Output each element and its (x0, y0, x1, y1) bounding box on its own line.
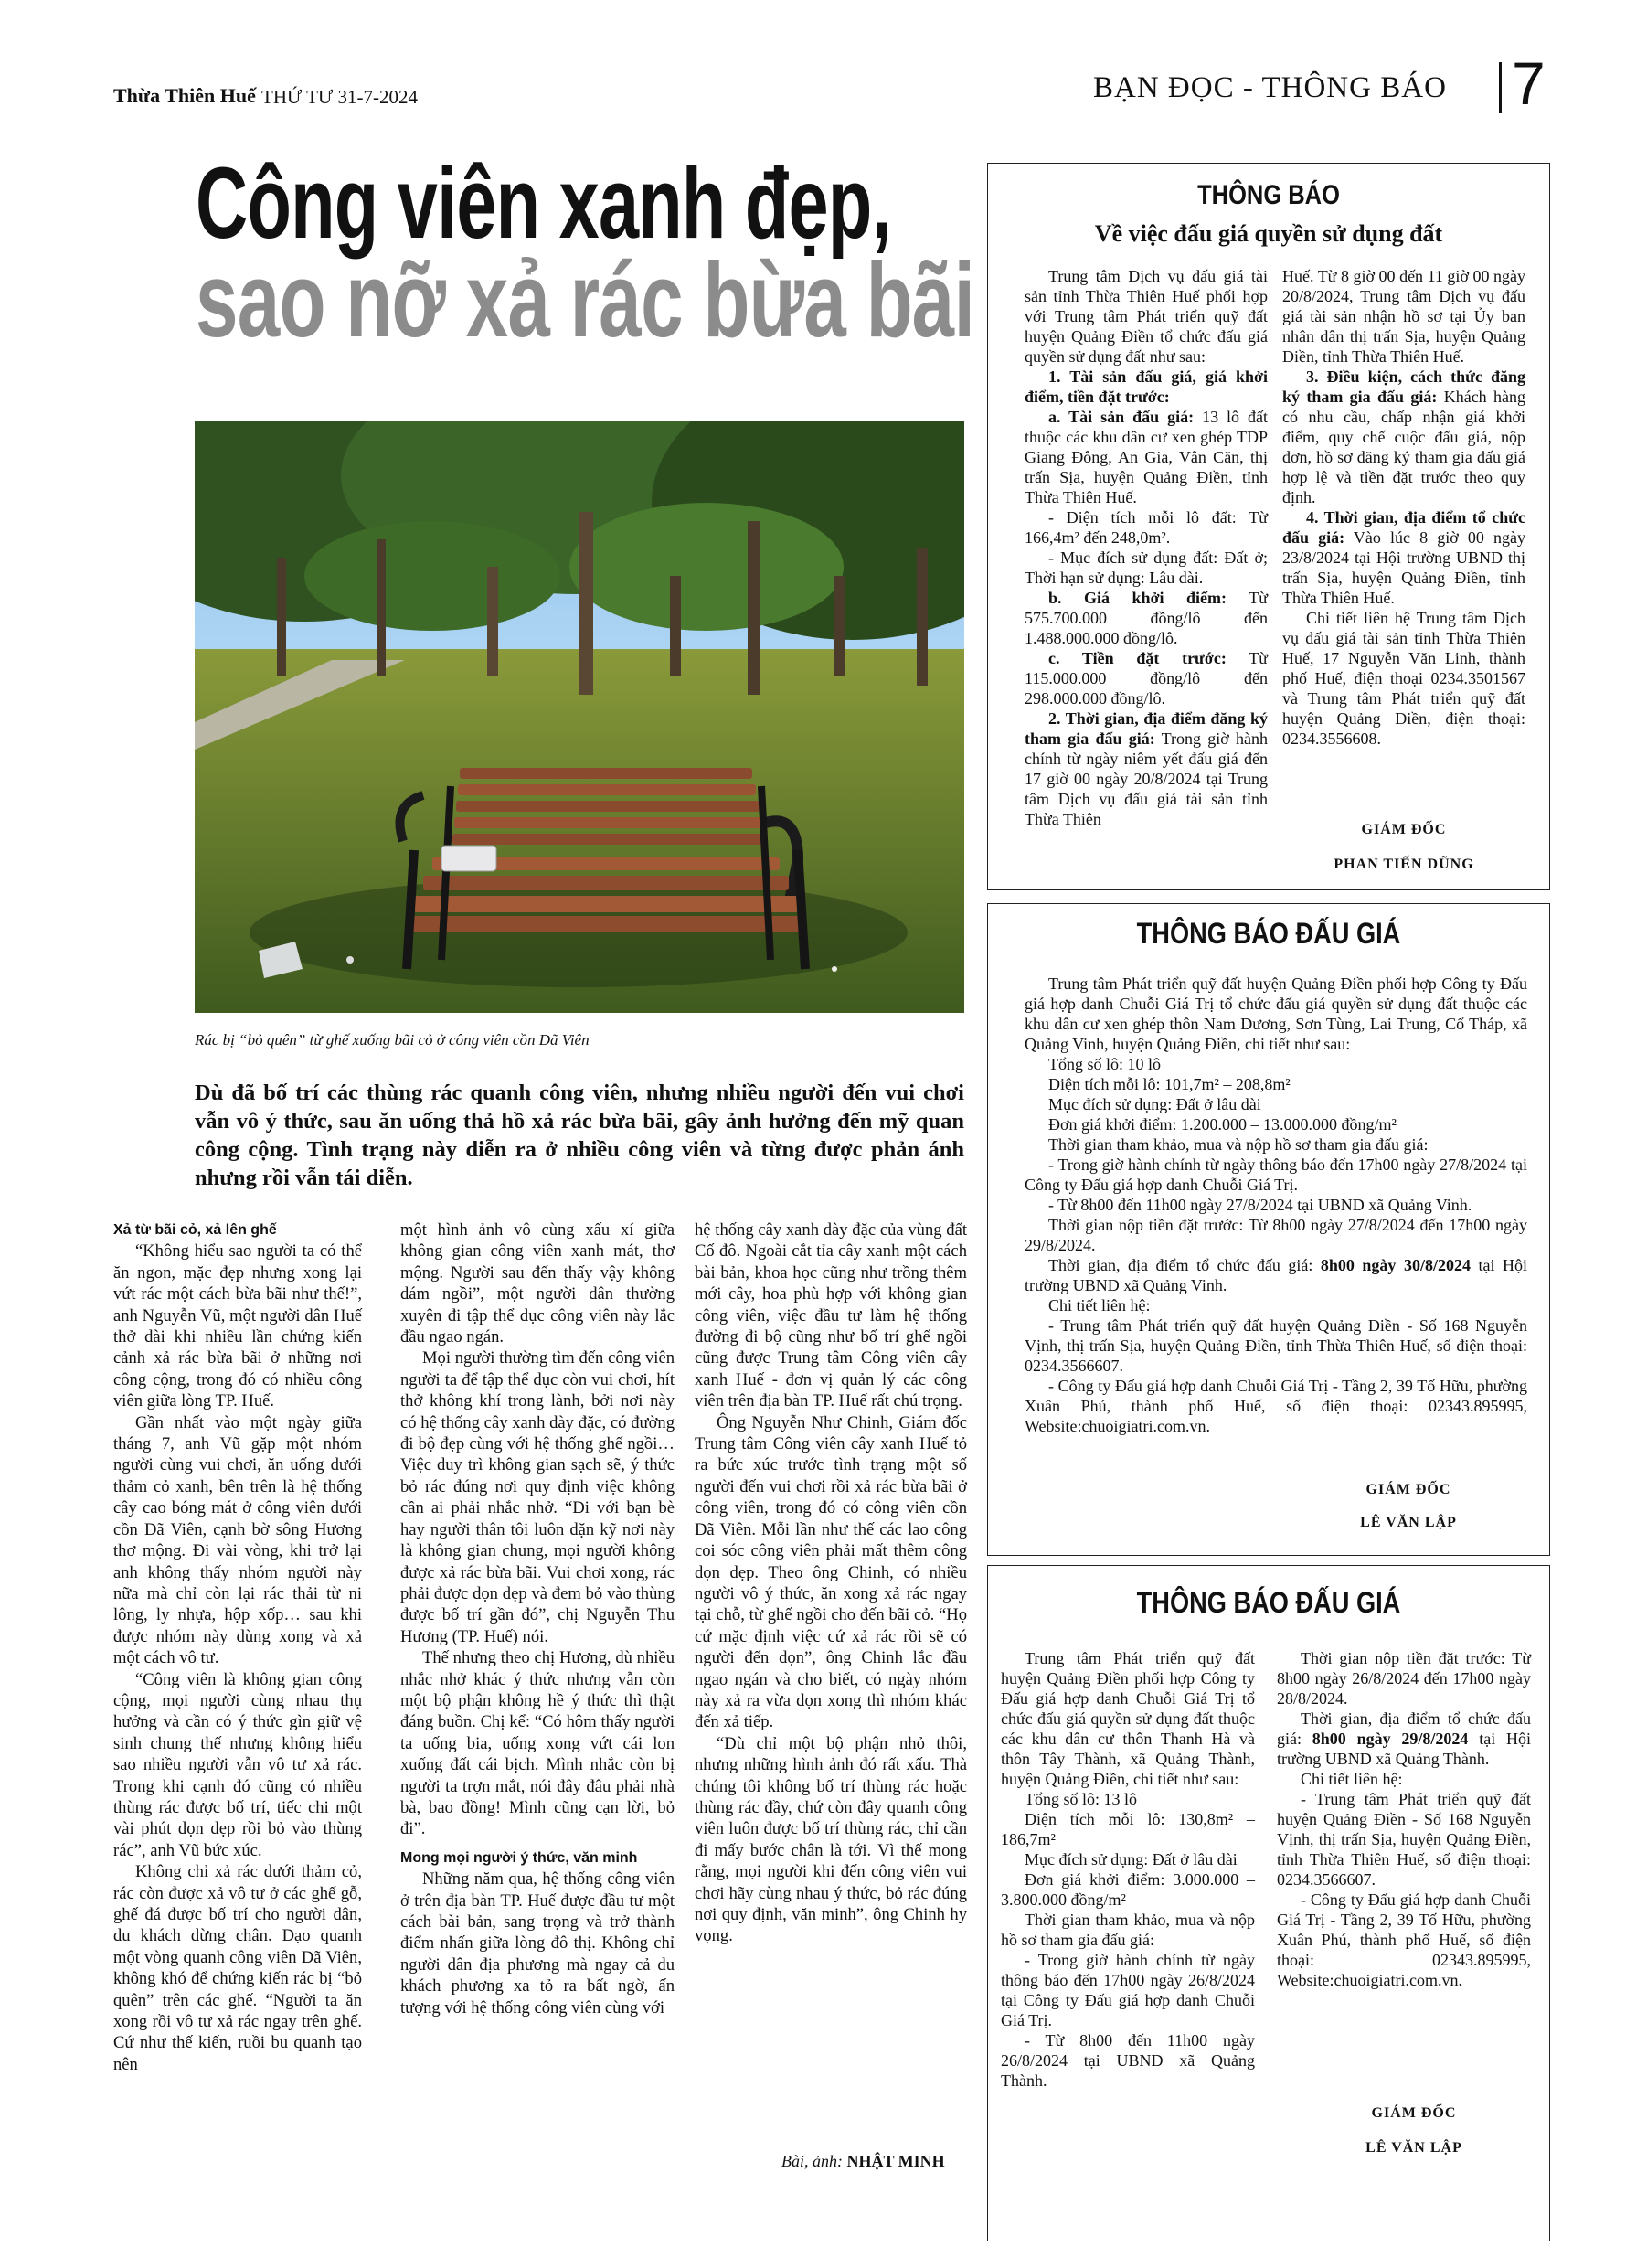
notice-paragraph: - Mục đích sử dụng đất: Đất ở; Thời hạn sử dụng: Lâu dài. (1025, 548, 1268, 587)
notice-paragraph: Trung tâm Dịch vụ đấu giá tài sản tỉnh Thừa Thiên Huế phối hợp với Trung tâm Phát triển quỹ đất huyện Quảng Điền tổ chức đấu giá quyền sử dụng đất như sau: (1025, 267, 1268, 366)
notice-paragraph: 2. Thời gian, địa điểm đăng ký tham gia đấu giá: Trong giờ hành chính từ ngày niêm yết đấu giá đến 17 giờ 00 ngày 20/8/2024 tại Trung tâm Dịch vụ đấu giá tài sản tỉnh Thừa Thiên (1025, 709, 1268, 828)
notice-paragraph: a. Tài sản đấu giá: 13 lô đất thuộc các khu dân cư xen ghép TDP Giang Đông, An Gia, Vân Căn, thị trấn Sịa, huyện Quảng Điền, tỉnh Thừa Thiên Huế. (1025, 408, 1268, 506)
byline (781, 2152, 945, 2171)
issue-date: THỨ TƯ 31-7-2024 (261, 86, 419, 108)
notice-paragraph: 1. Tài sản đấu giá, giá khởi điểm, tiền đặt trước: (1025, 367, 1268, 406)
byline-author: NHẬT MINH (846, 2152, 945, 2170)
notice-body (1025, 974, 1527, 1436)
notice-paragraph: Tổng số lô: 13 lô (1025, 1790, 1138, 1808)
notice-paragraph: Tổng số lô: 10 lô (1048, 1055, 1162, 1073)
notice-column-left (1025, 266, 1268, 829)
subheading: Mong mọi người ý thức, văn minh (400, 1849, 638, 1866)
notice-paragraph: Diện tích mỗi lô: 101,7m² – 208,8m² (1048, 1075, 1291, 1093)
article-column-2 (400, 1219, 675, 2018)
notice-title: THÔNG BÁO ĐẤU GIÁ (1136, 1586, 1401, 1619)
byline-label: Bài, ảnh: (781, 2152, 843, 2170)
paragraph: Những năm qua, hệ thống công viên ở trên địa bàn TP. Huế được đầu tư một cách bài bản, sang trọng và trở thành điểm nhấn giữa lòng đô thị. Không chỉ người dân địa phương mà ngay cả du khách phương xa tỏ ra bất ngờ, ấn tượng với hệ thống công viên cùng với (400, 1869, 675, 2018)
notice-paragraph: Mục đích sử dụng: Đất ở lâu dài (1048, 1095, 1261, 1113)
paragraph: Không chỉ xả rác dưới thảm cỏ, rác còn được xả vô tư ở các ghế gỗ, ghế đá được bố trí cho người dân, du khách dừng chân. Dạo quanh một vòng quanh công viên Dã Viên, không khó để chứng kiến rác bị “bỏ quên” trên các ghế. “Người ta ăn xong rồi vô tư xả rác ngay trên ghế. Cứ như thế kiến, ruồi bu quanh tạo nên (113, 1862, 362, 2074)
notice-paragraph: Diện tích mỗi lô: 130,8m² – 186,7m² (1001, 1810, 1255, 1848)
paragraph: Thế nhưng theo chị Hương, dù nhiều nhắc nhở khác ý thức nhưng vẫn còn một bộ phận không hề ý thức thì thật đáng buồn. Chị kể: “Có hôm thấy người ta uống bia, uống xong vứt cái lon xuống đất cái bịch. Mình nhắc còn bị người ta trợn mắt, nói đây đâu phải nhà bà, bao đồng! Mình cũng cạn lời, bỏ đi”. (400, 1648, 675, 1839)
notice-title: THÔNG BÁO (1197, 180, 1340, 210)
notice-paragraph: Thời gian nộp tiền đặt trước: Từ 8h00 ngày 27/8/2024 đến 17h00 ngày 29/8/2024. (1025, 1216, 1527, 1254)
notice-paragraph: Mục đích sử dụng: Đất ở lâu dài (1025, 1850, 1238, 1869)
header-divider (1499, 62, 1502, 113)
notice-paragraph: Thời gian nộp tiền đặt trước: Từ 8h00 ngày 26/8/2024 đến 17h00 ngày 28/8/2024. (1277, 1649, 1531, 1708)
notice-paragraph: Trung tâm Phát triển quỹ đất huyện Quảng Điền phối hợp Công ty Đấu giá hợp danh Chuỗi Giá Trị tổ chức đấu giá quyền sử dụng đất thuộc các khu dân cư xen ghép thôn Nam Dương, Sơn Tùng, Lai Trung, Cổ Tháp, xã Quảng Vinh, huyện Quảng Điền, chi tiết như sau: (1025, 974, 1527, 1053)
notice-paragraph: Đơn giá khởi điểm: 3.000.000 – 3.800.000 đồng/m² (1001, 1870, 1255, 1909)
notice-paragraph: Thời gian tham khảo, mua và nộp hồ sơ tham gia đấu giá: (1001, 1911, 1255, 1949)
headline-line-1: Công viên xanh đẹp, (196, 147, 891, 260)
paragraph: Gần nhất vào một ngày giữa tháng 7, anh Vũ gặp một nhóm người cùng vui chơi, ăn uống dưới thảm cỏ xanh, bên trên là hệ thống cây cao bóng mát ở công viên dưới cồn Dã Viên, cạnh bờ sông Hương thơ mộng. Đi vài vòng, khi trở lại anh không thấy nhóm người này nữa mà chỉ còn lại rác thải từ ni lông, ly nhựa, hộp xốp… sau khi được nhóm này dùng xong và xả một cách vô tư. (113, 1412, 362, 1668)
signature-title: GIÁM ĐỐC (1365, 1482, 1451, 1497)
signature-name: LÊ VĂN LẬP (1360, 1515, 1457, 1530)
notice-paragraph: - Trung tâm Phát triển quỹ đất huyện Quảng Điền - Số 168 Nguyễn Vịnh, thị trấn Sịa, huyện Quảng Điền, tỉnh Thừa Thiên Huế, số điện thoại: 0234.3566607. (1025, 1316, 1527, 1375)
land-auction-notice (987, 163, 1550, 890)
article-column-1 (113, 1219, 362, 2075)
notice-paragraph: Thời gian, địa điểm tổ chức đấu giá: 8h00 ngày 29/8/2024 tại Hội trường UBND xã Quảng Thành. (1277, 1709, 1532, 1768)
notice-paragraph: - Công ty Đấu giá hợp danh Chuỗi Giá Trị - Tầng 2, 39 Tố Hữu, phường Xuân Phú, thành phố Huế, số điện thoại: 02343.895995, Website:chuoigiatri.com.vn. (1277, 1890, 1531, 1989)
paragraph: một hình ảnh vô cùng xấu xí giữa không gian công viên xanh mát, thơ mộng. Người sau đến thấy vậy không dám ngồi”, một người dân thường xuyên đi tập thể dục công viên này lắc đầu ngao ngán. (400, 1220, 675, 1347)
signature-title: GIÁM ĐỐC (1361, 822, 1447, 837)
signature-name: LÊ VĂN LẬP (1365, 2140, 1462, 2156)
paragraph: “Không hiểu sao người ta có thể ăn ngon, mặc đẹp nhưng xong lại vứt rác một cách bừa bãi như thế!”, anh Nguyễn Vũ, một người dân Huế thở dài khi nhiều lần chứng kiến cảnh xả rác bừa bãi ở những nơi công cộng, trong đó có nhiều công viên giữa lòng TP. Huế. (113, 1241, 362, 1411)
notice-paragraph: - Từ 8h00 đến 11h00 ngày 26/8/2024 tại UBND xã Quảng Thành. (1001, 2031, 1255, 2090)
notice-paragraph: b. Giá khởi điểm: Từ 575.700.000 đồng/lô đến 1.488.000.000 đồng/lô. (1025, 589, 1268, 647)
paragraph: “Dù chỉ một bộ phận nhỏ thôi, nhưng những hình ảnh đó rất xấu. Thà chúng tôi không bố trí thùng rác hoặc thùng rác đầy, chứ còn đây quanh công viên luôn được bố trí thùng rác, chỉ cần đi mấy bước chân là tới. Vì thế mong rằng, mọi người khi đến công viên vui chơi hãy cùng nhau ý thức, bỏ rác đúng nơi quy định, văn minh”, ông Chinh hy vọng. (695, 1733, 967, 1946)
notice-paragraph: - Trong giờ hành chính từ ngày thông báo đến 17h00 ngày 27/8/2024 tại Công ty Đấu giá hợp danh Chuỗi Giá Trị. (1025, 1155, 1527, 1194)
headline-line-2: sao nỡ xả rác bừa bãi (196, 240, 975, 359)
notice-column-right (1282, 266, 1525, 749)
signature-name: PHAN TIẾN DŨNG (1334, 857, 1474, 872)
park-bench-photo (195, 421, 964, 1013)
paragraph: hệ thống cây xanh dày đặc của vùng đất Cố đô. Ngoài cắt tỉa cây xanh một cách bài bản, khoa học cũng như trồng thêm mới cây, hoa phù hợp với không gian công viên, việc đầu tư làm hệ thống đường đi bộ cũng như bố trí ghế ngồi cũng được Trung tâm Công viên cây xanh Huế - đơn vị quản lý các công viên trên địa bàn TP. Huế rất chú trọng. (695, 1220, 967, 1411)
notice-paragraph: - Công ty Đấu giá hợp danh Chuỗi Giá Trị - Tầng 2, 39 Tố Hữu, phường Xuân Phú, thành phố Huế, số điện thoại: 02343.895995, Website:chuoigiatri.com.vn. (1025, 1377, 1527, 1435)
paragraph: “Công viên là không gian công cộng, mọi người cùng nhau thụ hưởng và cần có ý thức gìn giữ vệ sinh chung thế nhưng không hiểu sao nhiều người vẫn vô tư xả rác. Trong khi cạnh đó cũng có nhiều thùng rác được bố trí, tiếc chi một vài phút dọn dẹp rồi bỏ vào thùng rác”, anh Vũ bức xúc. (113, 1669, 362, 1860)
notice-paragraph: - Trung tâm Phát triển quỹ đất huyện Quảng Điền - Số 168 Nguyễn Vịnh, thị trấn Sịa, huyện Quảng Điền, tỉnh Thừa Thiên Huế, số điện thoại: 0234.3566607. (1277, 1790, 1531, 1889)
notice-paragraph: - Diện tích mỗi lô đất: Từ 166,4m² đến 248,0m². (1025, 508, 1268, 547)
notice-title: THÔNG BÁO ĐẤU GIÁ (1136, 917, 1401, 950)
notice-column-left (1001, 1648, 1255, 2091)
notice-paragraph: Huế. Từ 8 giờ 00 đến 11 giờ 00 ngày 20/8/2024, Trung tâm Dịch vụ đấu giá tài sản nhận hồ sơ tại Ủy ban nhân dân thị trấn Sịa, huyện Quảng Điền, tỉnh Thừa Thiên Huế. (1282, 267, 1525, 366)
page-number: 7 (1512, 49, 1546, 117)
newspaper-name: Thừa Thiên Huế (113, 84, 256, 107)
notice-paragraph: 4. Thời gian, địa điểm tổ chức đấu giá: Vào lúc 8 giờ 00 ngày 23/8/2024 tại Hội trường UBND thị trấn Sịa, huyện Quảng Điền, tỉnh Thừa Thiên Huế. (1282, 508, 1525, 607)
section-title: BẠN ĐỌC - THÔNG BÁO (1093, 71, 1447, 104)
notice-paragraph: Chi tiết liên hệ: (1048, 1296, 1151, 1315)
notice-column-right (1277, 1648, 1531, 1990)
notice-paragraph: Thời gian tham khảo, mua và nộp hồ sơ tham gia đấu giá: (1048, 1135, 1429, 1154)
paragraph: Mọi người thường tìm đến công viên người ta để tập thể dục còn vui chơi, hít thở không khí trong lành, bởi nơi này có hệ thống cây xanh dày đặc, có đường đi bộ đẹp cùng với hệ thống ghế ngồi… Việc duy trì không gian sạch sẽ, ý thức bỏ rác đúng nơi quy định việc không cần ai phải nhắc nhở. “Đi với bạn bè hay người thân tôi luôn dặn kỹ nơi này là không gian chung, mọi người không được xả rác bừa bãi. Vui chơi xong, rác phải được dọn dẹp và đem bỏ vào thùng được bố trí gần đó”, chị Nguyễn Thu Hương (TP. Huế) nói. (400, 1348, 675, 1646)
notice-paragraph: Trung tâm Phát triển quỹ đất huyện Quảng Điền phối hợp Công ty Đấu giá hợp danh Chuỗi Giá Trị tổ chức đấu giá quyền sử dụng đất thuộc các khu dân cư thôn Thanh Hà và thôn Tây Thành, xã Quảng Thành, huyện Quảng Điền, chi tiết như sau: (1001, 1649, 1255, 1788)
notice-paragraph: c. Tiền đặt trước: Từ 115.000.000 đồng/lô đến 298.000.000 đồng/lô. (1025, 649, 1268, 708)
signature-title: GIÁM ĐỐC (1371, 2105, 1457, 2121)
article-lead: Dù đã bố trí các thùng rác quanh công viên, nhưng nhiều người đến vui chơi vẫn vô ý thức, sau ăn uống thả hồ xả rác bừa bãi, gây ảnh hưởng đến mỹ quan công cộng. Tình trạng này diễn ra ở nhiều công viên và từng được phản ánh nhưng rồi vẫn tái diễn. (195, 1081, 964, 1190)
notice-paragraph: Chi tiết liên hệ: (1301, 1770, 1403, 1788)
notice-paragraph: Thời gian, địa điểm tổ chức đấu giá: 8h00 ngày 30/8/2024 tại Hội trường UBND xã Quảng Vinh. (1025, 1256, 1528, 1294)
notice-paragraph: - Từ 8h00 đến 11h00 ngày 27/8/2024 tại UBND xã Quảng Vinh. (1048, 1196, 1472, 1214)
notice-paragraph: - Trong giờ hành chính từ ngày thông báo đến 17h00 ngày 26/8/2024 tại Công ty Đấu giá hợp danh Chuỗi Giá Trị. (1001, 1951, 1255, 2029)
subheading: Xả từ bãi cỏ, xả lên ghế (113, 1222, 277, 1238)
notice-subtitle: Về việc đấu giá quyền sử dụng đất (1094, 220, 1443, 247)
auction-notice-quang-thanh (987, 1565, 1550, 2241)
notice-paragraph: Chi tiết liên hệ Trung tâm Dịch vụ đấu giá tài sản tỉnh Thừa Thiên Huế, 17 Nguyễn Văn Linh, thành phố Huế, điện thoại 0234.3501567 và Trung tâm Phát triển quỹ đất huyện Quảng Điền, điện thoại: 0234.3556608. (1282, 609, 1525, 748)
paragraph: Ông Nguyễn Như Chinh, Giám đốc Trung tâm Công viên cây xanh Huế tỏ ra bức xúc trước tình trạng một số người đến vui chơi rồi xả rác bừa bãi ở công viên, trong đó có công viên cồn Dã Viên. Mỗi lần như thế các lao công coi sóc công viên phải mất thêm công dọn dẹp. Theo ông Chinh, có nhiều người vô ý thức, ăn xong xả rác ngay tại chỗ, từ ghế ngồi cho đến bãi cỏ. “Họ cứ mặc định việc cứ xả rác rồi sẽ có người đến dọn”, ông Chinh lắc đầu ngao ngán và cho biết, có ngày nhóm này xả ra vừa dọn xong thì nhóm khác đến xả tiếp. (695, 1412, 967, 1732)
auction-notice-quang-vinh (987, 903, 1550, 1556)
notice-paragraph: Đơn giá khởi điểm: 1.200.000 – 13.000.000 đồng/m² (1048, 1115, 1397, 1134)
photo-caption: Rác bị “bỏ quên” từ ghế xuống bãi cỏ ở công viên cồn Dã Viên (195, 1031, 590, 1049)
article-column-3 (695, 1219, 967, 1947)
notice-paragraph: 3. Điều kiện, cách thức đăng ký tham gia đấu giá: Khách hàng có nhu cầu, chấp nhận giá khởi điểm, quy chế cuộc đấu giá, nộp đơn, hồ sơ đăng ký tham gia đấu giá hợp lệ và tiền đặt trước theo quy định. (1282, 367, 1526, 506)
